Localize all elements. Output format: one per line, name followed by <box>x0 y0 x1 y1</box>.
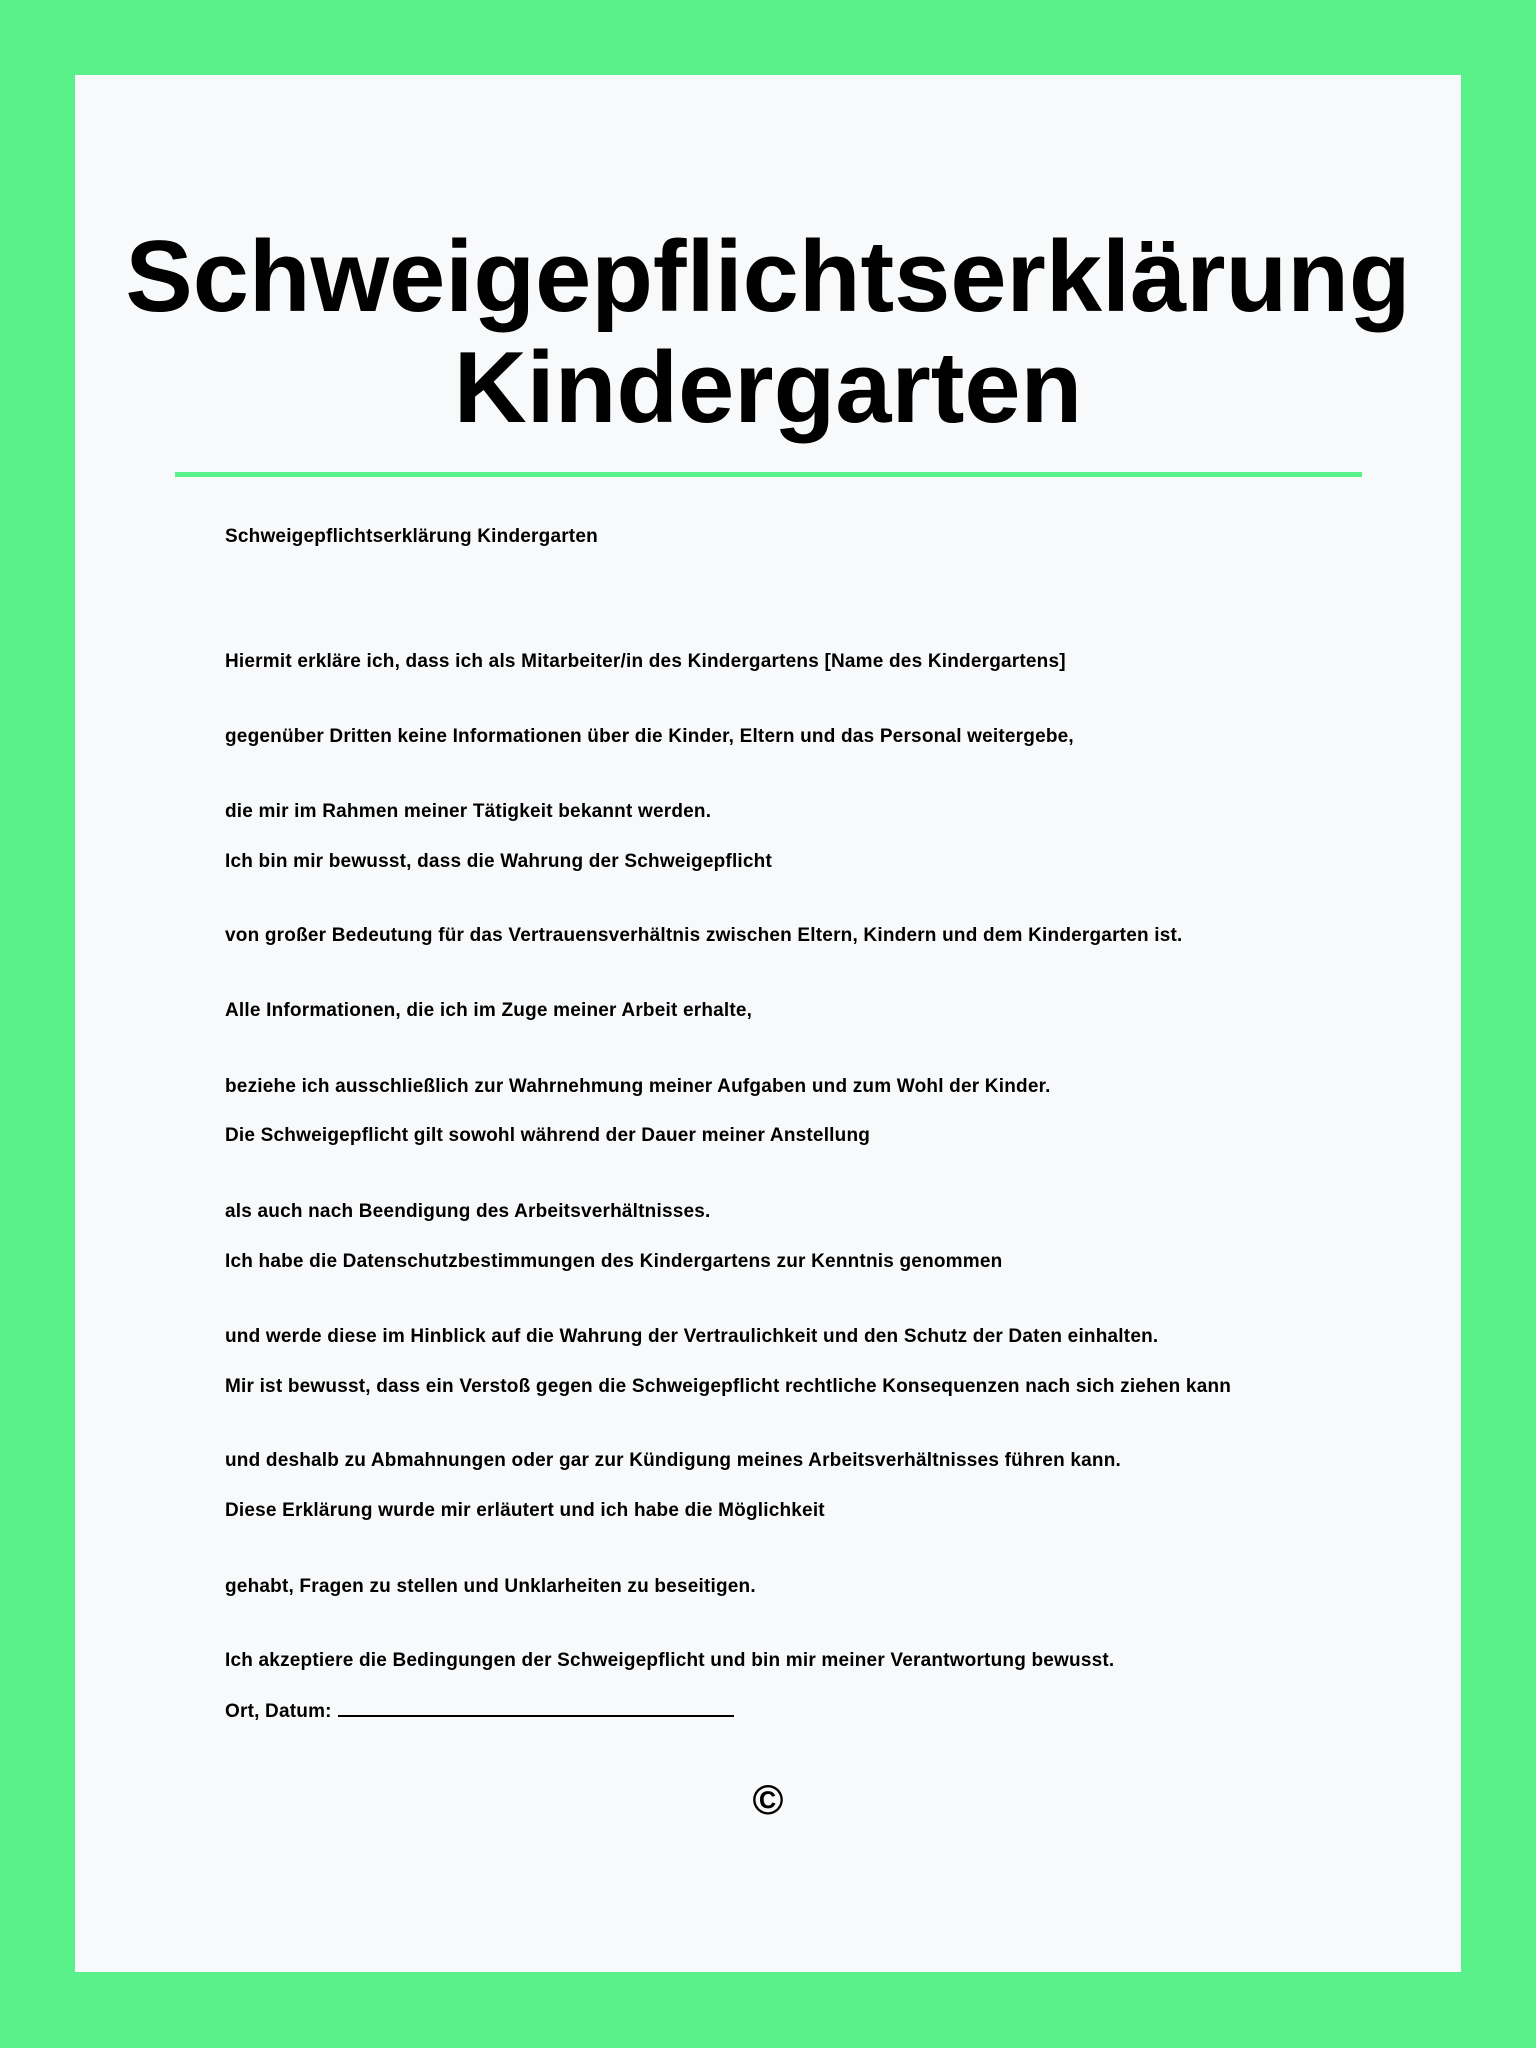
document-subtitle: Schweigepflichtserklärung Kindergarten <box>225 526 598 547</box>
body-line: als auch nach Beendigung des Arbeitsverhältnisses. <box>225 1201 711 1222</box>
place-date-blank-line <box>338 1699 734 1717</box>
body-line: Mir ist bewusst, dass ein Verstoß gegen die Schweigepflicht rechtliche Konsequenzen nach sich ziehen kann <box>225 1376 1232 1397</box>
body-line: Ich habe die Datenschutzbestimmungen des Kindergartens zur Kenntnis genommen <box>225 1251 1003 1272</box>
body-line: und deshalb zu Abmahnungen oder gar zur Kündigung meines Arbeitsverhältnisses führen kann. <box>225 1450 1121 1471</box>
body-line: von großer Bedeutung für das Vertrauensverhältnis zwischen Eltern, Kindern und dem Kindergarten ist. <box>225 925 1183 946</box>
body-line: die mir im Rahmen meiner Tätigkeit bekannt werden. <box>225 801 712 822</box>
body-line: Ich akzeptiere die Bedingungen der Schweigepflicht und bin mir meiner Verantwortung bewusst. <box>225 1650 1115 1671</box>
place-date-label: Ort, Datum: <box>225 1701 332 1722</box>
body-line: Diese Erklärung wurde mir erläutert und ich habe die Möglichkeit <box>225 1500 825 1521</box>
body-line: Ich bin mir bewusst, dass die Wahrung der Schweigepflicht <box>225 851 773 872</box>
page-title-line-2: Kindergarten <box>453 332 1083 444</box>
body-line: gegenüber Dritten keine Informationen über die Kinder, Eltern und das Personal weitergebe, <box>225 726 1074 747</box>
title-divider <box>175 472 1362 477</box>
body-line: und werde diese im Hinblick auf die Wahrung der Vertraulichkeit und den Schutz der Daten einhalten. <box>225 1326 1159 1347</box>
copyright-icon: © <box>752 1776 784 1823</box>
body-line: Alle Informationen, die ich im Zuge meiner Arbeit erhalte, <box>225 1000 753 1021</box>
place-date-row <box>225 1699 734 1724</box>
body-line: gehabt, Fragen zu stellen und Unklarheiten zu beseitigen. <box>225 1576 756 1597</box>
body-line: beziehe ich ausschließlich zur Wahrnehmung meiner Aufgaben und zum Wohl der Kinder. <box>225 1076 1051 1097</box>
body-line: Hiermit erkläre ich, dass ich als Mitarbeiter/in des Kindergartens [Name des Kindergartens] <box>225 651 1066 672</box>
page-title-line-1: Schweigepflichtserklärung <box>125 221 1411 333</box>
body-line: Die Schweigepflicht gilt sowohl während der Dauer meiner Anstellung <box>225 1125 871 1146</box>
